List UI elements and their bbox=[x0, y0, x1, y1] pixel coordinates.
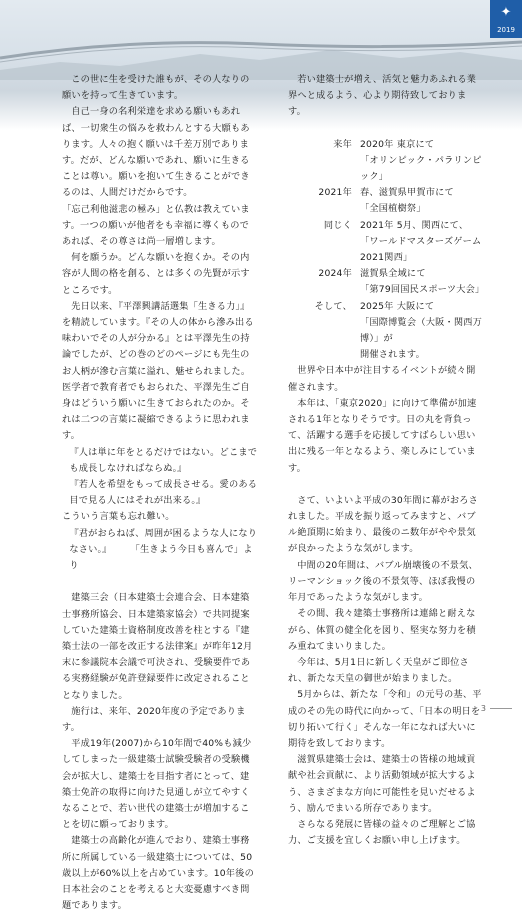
event-text: 「オリンピック・パラリンピック」 bbox=[360, 154, 482, 183]
event-text: 開催されます。 bbox=[360, 349, 425, 361]
left-paragraph: こういう言葉も忘れ難い。 bbox=[62, 511, 175, 523]
event-label: 2024年 bbox=[318, 268, 352, 280]
event-schedule bbox=[288, 137, 484, 364]
left-paragraph: 何を願うか。どんな願いを抱くか。その内容が人間の格を創る、とは多くの先賢が示すところです。 bbox=[62, 252, 250, 296]
left-paragraph: 施行は、来年、2020年度の予定であります。 bbox=[62, 705, 246, 733]
event-row bbox=[288, 201, 484, 217]
event-text: 春、滋賀県甲賀市にて bbox=[360, 187, 454, 199]
event-row bbox=[288, 234, 484, 266]
right-column-intro bbox=[288, 72, 484, 121]
event-text: 2025年 大阪にて bbox=[360, 300, 435, 312]
right-paragraph: 5月からは、新たな「令和」の元号の基、平成のその先の時代に向かって、「日本の明日を切り拓いて行く」そんな一年になれば大いに期待を致しております。 bbox=[288, 689, 482, 749]
association-emblem-icon: ✦ bbox=[500, 5, 512, 20]
left-paragraph: 「忘己利他滋悲の極み」と仏教は教えています。一つの願いが他者をも幸福に導くものであれば、その尊さは尚一層増します。 bbox=[62, 203, 250, 248]
right-column-body bbox=[288, 363, 484, 849]
left-paragraph: 『若人を希望をもって成長させる。愛のある目で見る人にはそれが出来る。』 bbox=[69, 479, 258, 507]
left-paragraph: 『君がおらねば、周囲が困るような人になりなさい。』 「生きよう今日も喜んで」より bbox=[69, 527, 258, 572]
event-label: 2021年 bbox=[318, 187, 352, 199]
event-row bbox=[288, 218, 484, 234]
left-paragraph: 『人は単に年をとるだけではない。どこまでも成長しなければならぬ。』 bbox=[69, 446, 258, 474]
right-paragraph: 今年は、5月1日に新しく天皇がご即位され、新たな天皇の御世が始まりました。 bbox=[288, 656, 469, 685]
event-label bbox=[288, 347, 360, 363]
event-text: 「第79回国民スポーツ大会」 bbox=[360, 284, 485, 296]
badge-year: 2019 bbox=[497, 26, 515, 34]
event-row bbox=[288, 347, 484, 363]
left-paragraph: 建築三会（日本建築士会連合会、日本建築士事務所協会、日本建築家協会）で共同提案していた建築士資格制度改善を柱とする『建築士法の一部を改正する法律案』が昨年12月末に参議院本会議で可決され、受験要件である実務経験が免許登録要件に改定されることとなりました。 bbox=[62, 592, 253, 701]
event-text: 「ワールドマスターズゲーム2021関西」 bbox=[360, 235, 482, 264]
right-column bbox=[288, 72, 484, 849]
right-paragraph: その間、我々建築士事務所は連綿と耐えながら、体質の健全化を図り、堅実な努力を積み重ねてまいりました。 bbox=[288, 608, 476, 652]
left-paragraph: 平成19年(2007)から10年間で40%も減少してしまった一級建築士試験受験者の受験機会が拡大し、建築士を目指す者にとって、建築士免許の取得に向けた見通しが立てやすくなることで、若い世代の建築士が増加することを切に願っております。 bbox=[62, 738, 252, 831]
left-paragraph: 建築士の高齢化が進んでおり、建築士事務所に所属している一級建築士については、50歳以上が60%以上を占めています。10年後の日本社会のことを考えると大変憂慮すべき問題であります。 bbox=[62, 835, 254, 912]
event-row bbox=[288, 266, 484, 282]
event-row bbox=[288, 153, 484, 185]
page-number: 3 bbox=[480, 704, 486, 713]
event-row bbox=[288, 185, 484, 201]
right-paragraph: 中間の20年間は、バブル崩壊後の不景気、リーマンショック後の不景気等、ほぼ我慢の年月であったような気がします。 bbox=[288, 559, 478, 604]
event-label bbox=[288, 315, 360, 347]
event-label: 同じく bbox=[323, 219, 352, 231]
event-label bbox=[288, 282, 360, 298]
right-paragraph: 滋賀県建築士会は、建築士の皆様の地域貢献や社会貢献に、より活動領域が拡大するよう、さまざまな方向に可能性を見いだせるよう、励んでまいる所存であります。 bbox=[288, 754, 476, 814]
event-label: そして、 bbox=[314, 300, 352, 312]
event-text: 2021年 5月、関西にて、 bbox=[360, 219, 469, 231]
event-text: 滋賀県全域にて bbox=[360, 268, 426, 280]
event-row bbox=[288, 299, 484, 315]
right-paragraph bbox=[288, 477, 484, 493]
left-paragraph: 自己一身の名利栄達を求める願いもあれば、一切衆生の悩みを救わんとする大願もあります。人々の抱く願いは千差万別であります。だが、どんな願いであれ、願いに生きることは尊い。願いを抱いて生きることができるのは、人間だけだからです。 bbox=[62, 106, 250, 199]
event-row bbox=[288, 315, 484, 347]
right-paragraph: 世界や日本中が注目するイベントが続々開催されます。 bbox=[288, 365, 476, 393]
left-paragraph: この世に生を受けた誰もが、その人なりの願いを持って生きています。 bbox=[62, 74, 250, 102]
event-text: 「国際博覧会（大阪・関西万博）」が bbox=[360, 316, 483, 345]
event-text: 「全国植樹祭」 bbox=[360, 203, 426, 215]
event-label: 来年 bbox=[333, 138, 352, 150]
right-paragraph: 若い建築士が増え、活気と魅力あふれる業界へと成るよう、心より期待致しております。 bbox=[288, 74, 477, 118]
event-label bbox=[288, 201, 360, 217]
event-row bbox=[288, 137, 484, 153]
right-paragraph: さて、いよいよ平成の30年間に幕がおろされました。平成を振り返ってみますと、バブル絶頂期に始まり、最後のニ数年がやや景気が良かったような気がします。 bbox=[288, 494, 479, 555]
event-label bbox=[288, 153, 360, 185]
left-paragraph bbox=[62, 574, 258, 590]
event-label bbox=[288, 234, 360, 266]
right-paragraph: 本年は、「東京2020」に向けて準備が加速される1年となりそうです。日の丸を背負って、活躍する選手を応援してすばらしい思い出に残る一年となるよう、楽しみにしています。 bbox=[288, 397, 477, 474]
left-paragraph: 先日以来、『平澤興講話選集「生きる力」』を精読しています。『その人の体から滲み出る味わいでその人が分かる』とは平澤先生の持論でしたが、どの巻のどのページにも先生のお人柄が滲む言葉に溢れ、魅せられました。医学者で教育者でもおられた、平澤先生ご自身はどういう願いに生きておられたのか。それは二つの言葉に凝縮できるように思われます。 bbox=[62, 300, 254, 442]
bridge-graphic bbox=[0, 36, 522, 66]
event-row bbox=[288, 282, 484, 298]
left-column bbox=[62, 72, 258, 914]
page-number-rule bbox=[490, 708, 512, 709]
right-paragraph: さらなる発展に皆様の益々のご理解とご協力、ご支援を宜しくお願い申し上げます。 bbox=[288, 818, 476, 847]
event-text: 2020年 東京にて bbox=[360, 138, 435, 150]
year-badge bbox=[490, 0, 522, 38]
